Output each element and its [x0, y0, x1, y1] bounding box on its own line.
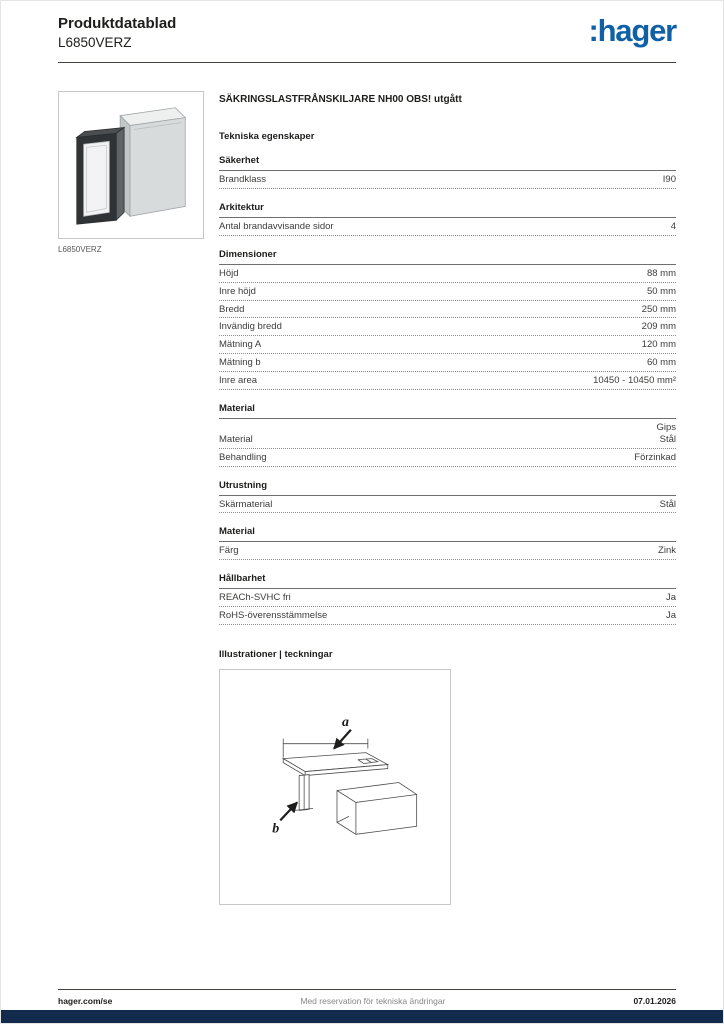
spec-row: [219, 496, 676, 514]
spec-value: Stål: [659, 498, 676, 510]
spec-row: [219, 318, 676, 336]
spec-label: REACh-SVHC fri: [219, 592, 291, 604]
section-title: Dimensioner: [219, 249, 676, 265]
product-image-column: [58, 91, 204, 254]
spec-value: 120 mm: [641, 339, 676, 351]
specs-heading: Tekniska egenskaper: [219, 131, 315, 142]
spec-value: 209 mm: [641, 321, 676, 333]
footer-brand-bar: [1, 1010, 724, 1023]
dimension-arrow-a: [334, 730, 351, 749]
technical-drawing: [220, 670, 450, 904]
specs-column: [219, 89, 676, 905]
spec-row: [219, 449, 676, 467]
spec-label: Invändig bredd: [219, 321, 282, 333]
spec-section: [219, 249, 676, 390]
spec-label: Färg: [219, 545, 239, 557]
spec-row: [219, 589, 676, 607]
product-image-frame: [58, 91, 204, 239]
spec-label: Brandklass: [219, 174, 266, 185]
spec-sections: [219, 155, 676, 625]
spec-value: 60 mm: [646, 357, 676, 369]
spec-label: Bredd: [219, 303, 245, 315]
hager-logo: :hager: [588, 13, 676, 48]
spec-value: 10450 - 10450 mm²: [593, 375, 676, 386]
document-title: Produktdatablad: [58, 15, 177, 32]
spec-label: Skärmaterial: [219, 498, 273, 510]
section-title: Material: [219, 403, 676, 419]
spec-row: [219, 283, 676, 301]
header-title-block: [58, 11, 176, 50]
spec-value: 88 mm: [646, 267, 676, 279]
spec-label: Inre area: [219, 375, 258, 386]
product-image-caption: L6850VERZ: [58, 245, 102, 254]
spec-value: I90: [662, 174, 676, 185]
spec-row: [219, 336, 676, 354]
product-photo-drawing: [59, 92, 203, 238]
product-title: SÄKRINGSLASTFRÅNSKILJARE NH00 OBS! utgått: [219, 94, 462, 105]
spec-label: Antal brandavvisande sidor: [219, 220, 334, 232]
product-code: L6850VERZ: [58, 35, 132, 50]
spec-label: Mätning b: [219, 357, 261, 369]
spec-row: [219, 607, 676, 625]
section-title: Säkerhet: [219, 155, 676, 171]
spec-section: [219, 526, 676, 560]
spec-label: Behandling: [219, 451, 267, 463]
spec-label: Höjd: [219, 267, 239, 279]
spec-section: [219, 202, 676, 236]
footer-date: 07.01.2026: [633, 996, 676, 1006]
spec-value: Zink: [658, 545, 676, 557]
spec-value: Ja: [665, 610, 676, 622]
page-footer: [58, 989, 676, 1006]
footer-disclaimer: Med reservation för tekniska ändringar: [300, 996, 446, 1006]
spec-row: [219, 218, 676, 236]
spec-section: [219, 480, 676, 514]
spec-value: Gips Stål: [656, 421, 676, 445]
spec-section: [219, 155, 676, 189]
illustration-box: [219, 669, 451, 905]
spec-row: [219, 265, 676, 283]
illustrations-heading: Illustrationer | teckningar: [219, 649, 333, 660]
spec-row: [219, 542, 676, 560]
dimension-label-b: b: [272, 821, 280, 837]
spec-row: [219, 354, 676, 372]
spec-label: Mätning A: [219, 339, 262, 351]
section-title: Material: [219, 526, 676, 542]
section-title: Utrustning: [219, 480, 676, 496]
section-title: Arkitektur: [219, 202, 676, 218]
spec-section: [219, 573, 676, 625]
spec-value: Förzinkad: [634, 451, 676, 463]
footer-website: hager.com/se: [58, 996, 113, 1006]
spec-section: [219, 403, 676, 467]
spec-row: [219, 419, 676, 449]
dimension-label-a: a: [341, 714, 349, 730]
spec-value: 250 mm: [641, 303, 676, 315]
spec-value: Ja: [665, 592, 676, 604]
spec-row: [219, 301, 676, 319]
dimension-arrow-b: [280, 802, 297, 820]
spec-row: [219, 372, 676, 390]
spec-label: Material: [219, 433, 253, 445]
spec-label: Inre höjd: [219, 285, 256, 297]
spec-value: 4: [670, 220, 676, 232]
section-title: Hållbarhet: [219, 573, 676, 589]
page-header: [58, 11, 676, 63]
spec-value: 50 mm: [646, 285, 676, 297]
spec-label: RoHS-överensstämmelse: [219, 610, 328, 622]
spec-row: [219, 171, 676, 189]
